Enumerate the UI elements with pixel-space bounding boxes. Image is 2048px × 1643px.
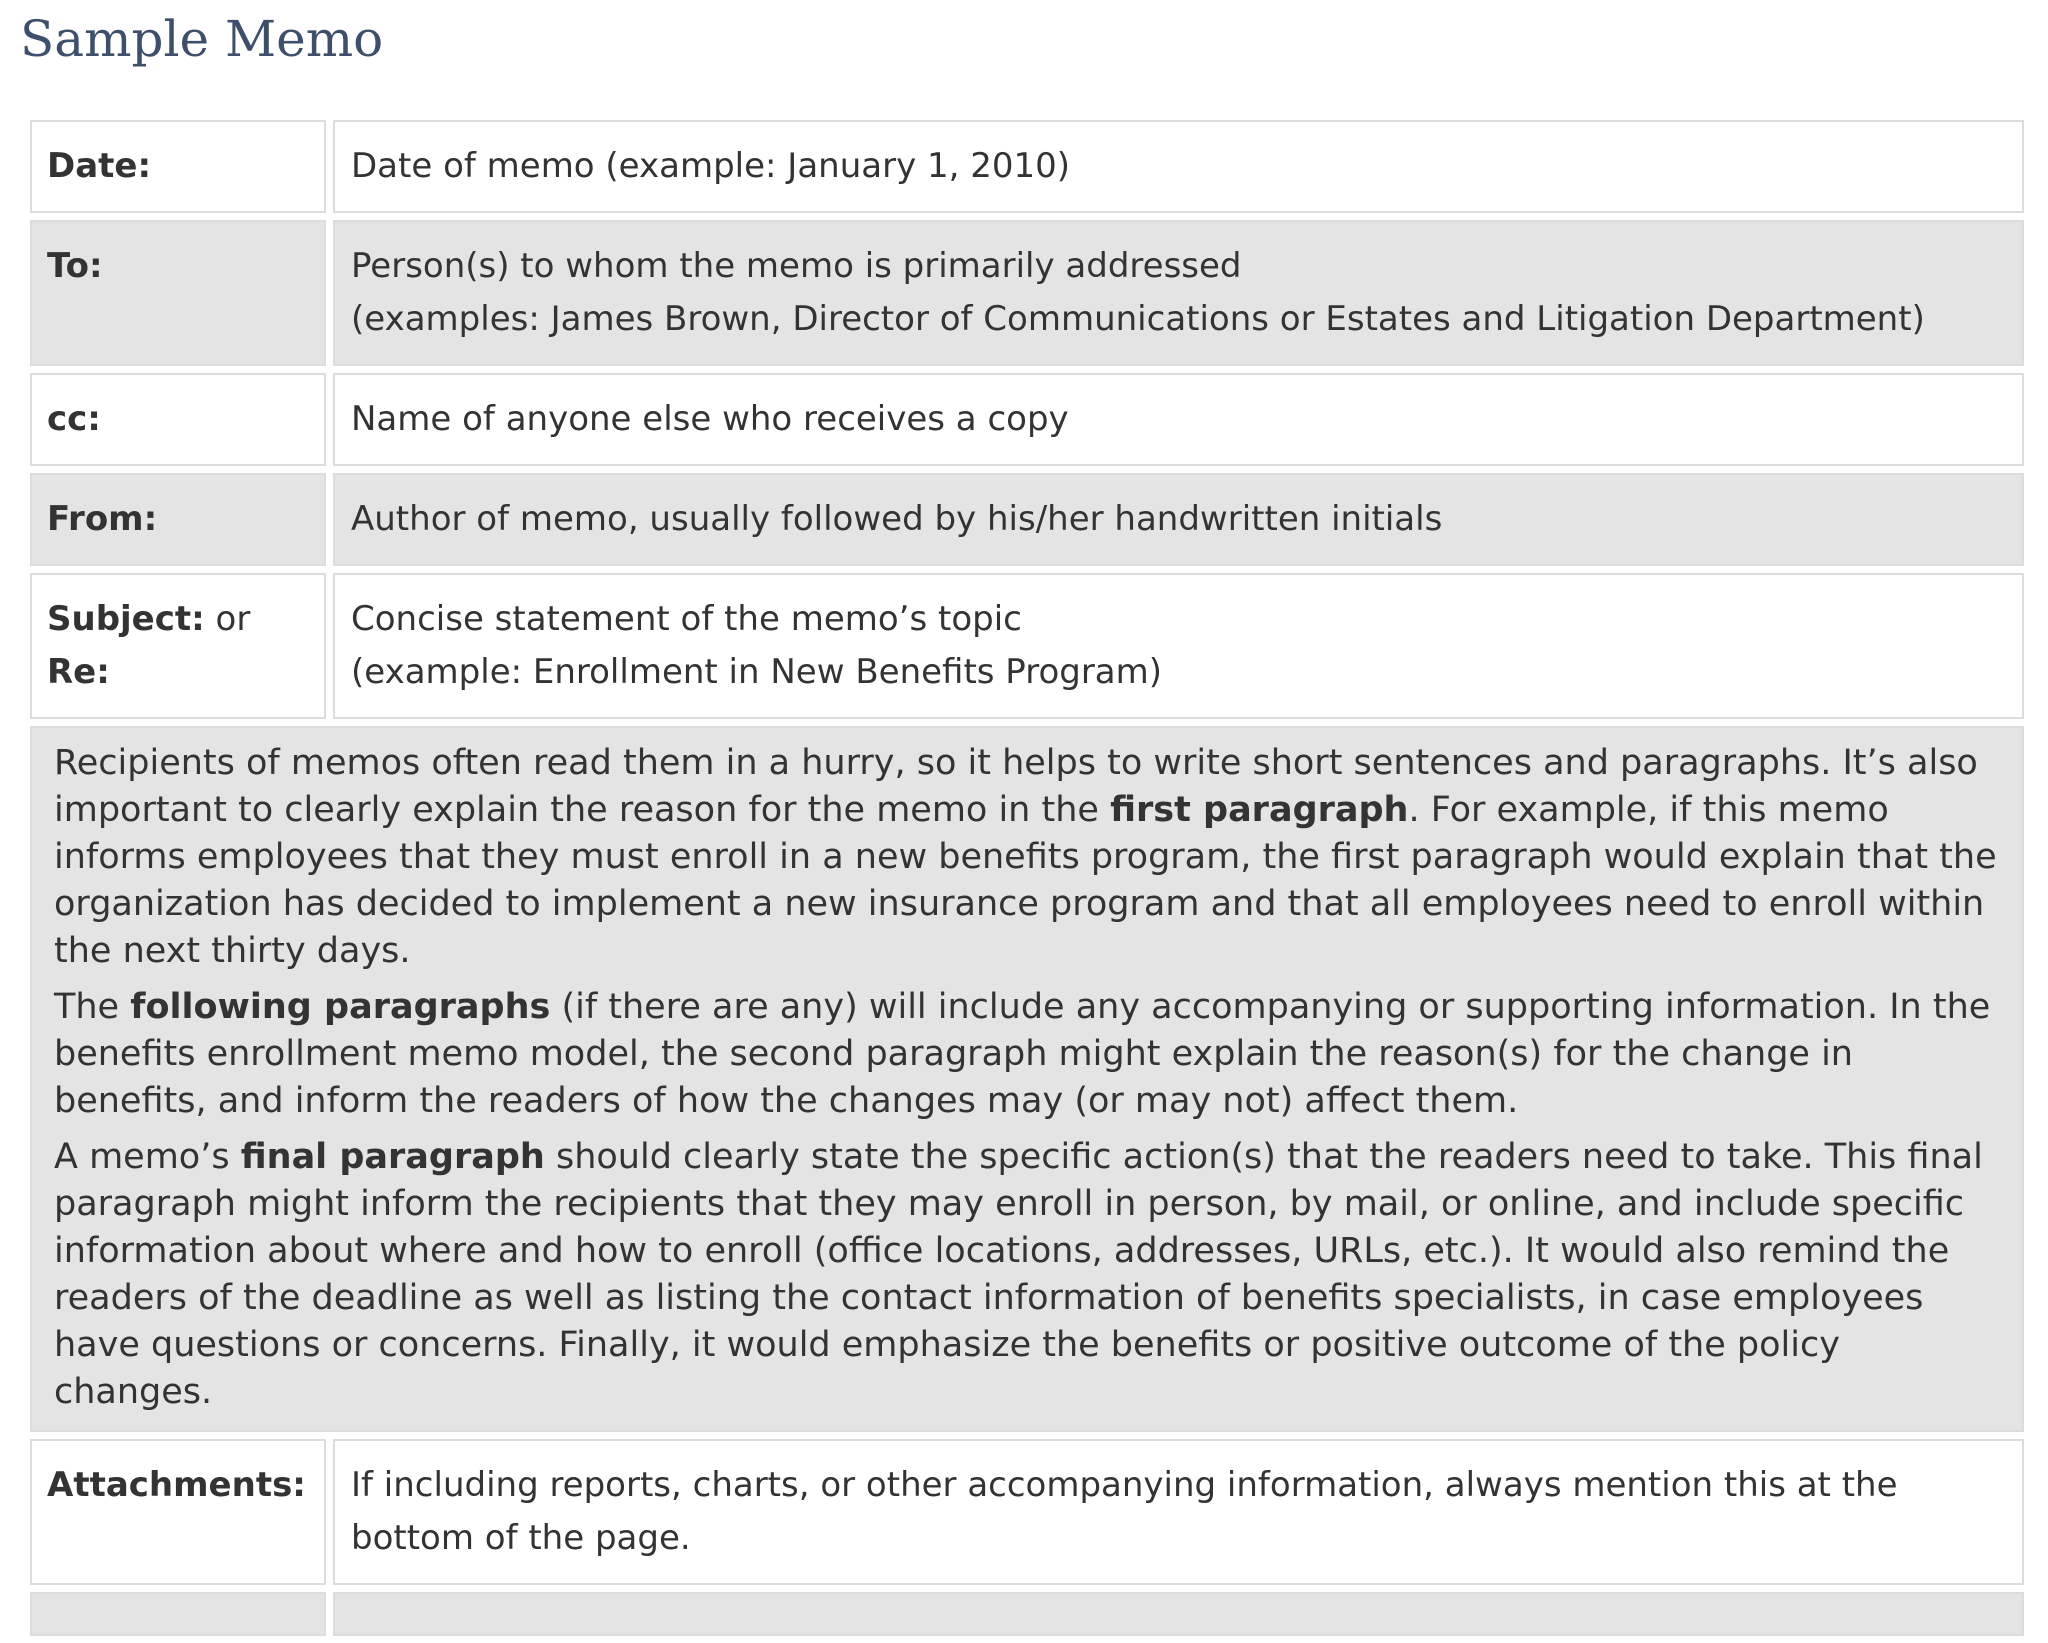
to-value-line-2: (examples: James Brown, Director of Communications or Estates and Litigation Department) [351,299,1925,339]
to-value [333,220,2024,366]
body-paragraph-2 [54,984,2000,1125]
memo-body [30,726,2024,1432]
from-label: From: [30,473,326,566]
page-title: Sample Memo [20,10,384,68]
body-p3-bold: final paragraph [240,1137,545,1177]
date-value [333,120,2024,213]
subject-value-line-2: (example: Enrollment in New Benefits Program) [351,652,1163,692]
subject-value-line-1: Concise statement of the memo’s topic [351,599,1022,639]
table-row-from [30,473,2024,566]
memo-table [23,113,2031,1643]
body-p1-text-a: Recipients of memos often read them in a hurry, so it helps to write short sentences and paragraphs. It’s also important to clearly explain the reason for the memo in the [54,743,1978,830]
date-label: Date: [30,120,326,213]
body-p2-text-a: The [54,987,131,1027]
date-value-line: Date of memo (example: January 1, 2010) [351,146,1071,186]
body-p3-text-a: A memo’s [54,1137,241,1177]
table-row-subject [30,573,2024,719]
attachments-label: Attachments: [30,1439,326,1585]
to-value-line-1: Person(s) to whom the memo is primarily addressed [351,246,1242,286]
body-p1-bold: first paragraph [1110,790,1409,830]
cc-label: cc: [30,373,326,466]
subject-label-or: or [204,599,251,639]
table-row-to [30,220,2024,366]
from-value [333,473,2024,566]
subject-value [333,573,2024,719]
from-value-line: Author of memo, usually followed by his/her handwritten initials [351,499,1443,539]
body-p1-text-b: . For example, if this memo informs employees that they must enroll in a new benefits program, the first paragraph would explain that the organization has decided to implement a new insurance program and that all employees need to enroll within the next thirty days. [54,790,1997,971]
table-row-attachments [30,1439,2024,1585]
cc-value-line: Name of anyone else who receives a copy [351,399,1069,439]
table-row-cc [30,373,2024,466]
cutoff-label-cell [30,1592,326,1636]
body-paragraph-1 [54,740,2000,975]
table-row-cutoff [30,1592,2024,1636]
cc-value [333,373,2024,466]
to-label: To: [30,220,326,366]
subject-label [30,573,326,719]
table-row-body [30,726,2024,1432]
re-label-bold: Re: [47,652,110,692]
table-row-date [30,120,2024,213]
subject-label-bold: Subject: [47,599,205,639]
cutoff-value-cell [333,1592,2024,1636]
attachments-value: If including reports, charts, or other accompanying information, always mention this at the bottom of the page. [333,1439,2024,1585]
body-p2-text-b: (if there are any) will include any accompanying or supporting information. In the benefits enrollment memo model, the second paragraph might explain the reason(s) for the change in benefits, and inform the readers of how the changes may (or may not) affect them. [54,987,1991,1121]
body-paragraph-3 [54,1134,2000,1416]
body-p3-text-b: should clearly state the specific action(s) that the readers need to take. This final paragraph might inform the recipients that they may enroll in person, by mail, or online, and include specific information about where and how to enroll (office locations, addresses, URLs, etc.). It would also remind the readers of the deadline as well as listing the contact information of benefits specialists, in case employees have questions or concerns. Finally, it would emphasize the benefits or positive outcome of the policy changes. [54,1137,1983,1412]
body-p2-bold: following paragraphs [130,987,551,1027]
